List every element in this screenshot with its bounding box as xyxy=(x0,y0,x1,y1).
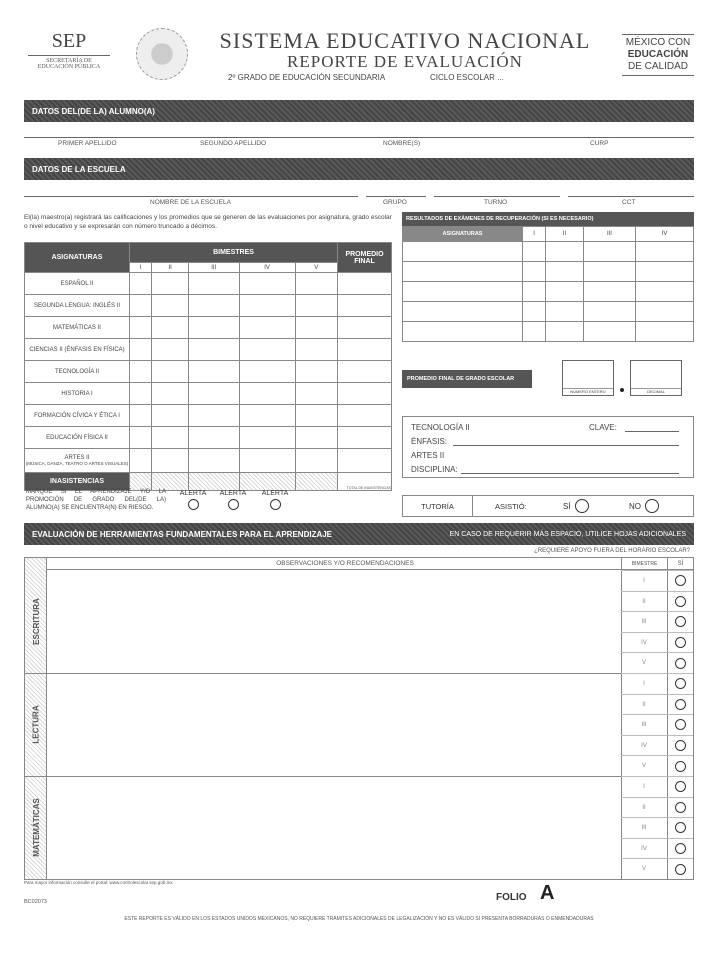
promedio-final-label xyxy=(402,370,532,388)
rec-cell[interactable] xyxy=(636,242,694,262)
grade-cell[interactable] xyxy=(152,449,189,473)
rec-cell[interactable] xyxy=(403,302,523,322)
rec-cell[interactable] xyxy=(403,322,523,342)
grade-cell[interactable] xyxy=(295,361,337,383)
extra-info-box xyxy=(402,416,694,478)
numero-entero-label: NÚMERO ENTERO xyxy=(563,388,613,394)
section-label xyxy=(25,776,47,879)
grade-cell[interactable] xyxy=(130,361,152,383)
grade-cell[interactable] xyxy=(188,339,239,361)
apoyo-circle-icon[interactable] xyxy=(675,658,686,669)
grade-cell[interactable] xyxy=(239,405,295,427)
asignatura-cell: CIENCIAS II (ÉNFASIS EN FÍSICA) xyxy=(25,339,130,361)
rec-cell[interactable] xyxy=(523,322,546,342)
brand-logo xyxy=(622,34,694,76)
alumno-line[interactable] xyxy=(24,137,694,138)
bim-col-header: III xyxy=(188,263,239,273)
bim-col-header: V xyxy=(295,263,337,273)
section-divider xyxy=(25,673,693,674)
footer-codigo: BC02073 xyxy=(24,899,47,905)
brand-line1: MÉXICO CON xyxy=(625,37,691,48)
bimestre-col-header: BIMESTRE xyxy=(621,558,667,570)
rec-cell[interactable] xyxy=(636,282,694,302)
apoyo-si-cell[interactable] xyxy=(667,673,693,694)
rec-cell[interactable] xyxy=(523,262,546,282)
obs-header: OBSERVACIONES Y/O RECOMENDACIONES xyxy=(47,558,643,570)
alerta-circle-icon[interactable] xyxy=(270,499,281,510)
grade-cell[interactable] xyxy=(295,295,337,317)
rec-cell[interactable] xyxy=(523,282,546,302)
table-row xyxy=(25,361,392,383)
alumno-bar xyxy=(24,100,694,122)
bimestre-row-label: II xyxy=(621,591,667,612)
inasistencia-cell[interactable] xyxy=(188,473,239,491)
observaciones-area[interactable] xyxy=(47,570,621,879)
promedio-cell[interactable] xyxy=(338,317,392,339)
promedio-cell[interactable] xyxy=(338,361,392,383)
grade-cell[interactable] xyxy=(130,273,152,295)
bimestre-row-label: I xyxy=(621,776,667,797)
rec-cell[interactable] xyxy=(546,242,584,262)
grade-cell[interactable] xyxy=(239,361,295,383)
grupo-line[interactable] xyxy=(366,196,426,197)
section-label-text: MATEMÁTICAS xyxy=(31,798,41,857)
rec-cell[interactable] xyxy=(583,282,635,302)
promedio-cell[interactable] xyxy=(338,383,392,405)
rec-cell[interactable] xyxy=(636,262,694,282)
recuperacion-bar xyxy=(402,212,694,226)
rec-cell[interactable] xyxy=(636,302,694,322)
si-col-header: SÍ xyxy=(667,558,693,570)
grade-cell[interactable] xyxy=(295,427,337,449)
bimestre-row-label: III xyxy=(621,611,667,632)
rec-cell[interactable] xyxy=(636,322,694,342)
asistio-label: ASISTIÓ: xyxy=(495,502,527,511)
artes-sub: (MÚSICA, DANZA, TEATRO O ARTES VISUALES) xyxy=(25,461,129,466)
grade-cell[interactable] xyxy=(152,427,189,449)
apoyo-si-cell[interactable] xyxy=(667,817,693,838)
grade-cell[interactable] xyxy=(152,295,189,317)
grade-cell[interactable] xyxy=(295,405,337,427)
grade-cell[interactable] xyxy=(188,405,239,427)
primer-apellido-label: PRIMER APELLIDO xyxy=(58,140,117,147)
apoyo-circle-icon[interactable] xyxy=(675,740,686,751)
clave-label: CLAVE: xyxy=(589,423,617,432)
grade-cell[interactable] xyxy=(188,273,239,295)
apoyo-si-cell[interactable] xyxy=(667,714,693,735)
grade-cell[interactable] xyxy=(130,383,152,405)
apoyo-circle-icon[interactable] xyxy=(675,596,686,607)
rec-cell[interactable] xyxy=(583,322,635,342)
bim-col-header: II xyxy=(152,263,189,273)
bim-col-header: I xyxy=(130,263,152,273)
grade-cell[interactable] xyxy=(188,361,239,383)
asignaturas-header: ASIGNATURAS xyxy=(25,243,130,273)
table-row xyxy=(25,295,392,317)
section-label xyxy=(25,570,47,673)
herramientas-bar-right: EN CASO DE REQUERIR MÁS ESPACIO, UTILICE HOJAS ADICIONALES xyxy=(449,530,686,538)
asignatura-cell: MATEMÁTICAS II xyxy=(25,317,130,339)
calificaciones-table xyxy=(24,242,392,491)
grade-cell[interactable] xyxy=(130,317,152,339)
radio-si-icon[interactable] xyxy=(575,499,589,513)
grade-cell[interactable] xyxy=(152,405,189,427)
alerta-2[interactable] xyxy=(218,490,248,515)
bimestre-row-label: I xyxy=(621,570,667,591)
inasistencias-label: INASISTENCIAS xyxy=(25,473,130,491)
rec-cell[interactable] xyxy=(583,302,635,322)
apoyo-circle-icon[interactable] xyxy=(675,616,686,627)
apoyo-circle-icon[interactable] xyxy=(675,719,686,730)
apoyo-si-cell[interactable] xyxy=(667,735,693,756)
sep-sub2: EDUCACIÓN PÚBLICA xyxy=(37,64,101,70)
promedio-cell[interactable] xyxy=(338,449,392,473)
apoyo-circle-icon[interactable] xyxy=(675,822,686,833)
bimestre-row-label: III xyxy=(621,714,667,735)
clave-line[interactable] xyxy=(625,431,679,432)
apoyo-circle-icon[interactable] xyxy=(675,699,686,710)
bimestre-row-label: II xyxy=(621,694,667,715)
apoyo-si-cell[interactable] xyxy=(667,858,693,879)
table-row xyxy=(403,282,694,302)
apoyo-label: ¿REQUIERE APOYO FUERA DEL HORARIO ESCOLAR? xyxy=(534,548,690,554)
enfasis-label: ÉNFASIS: xyxy=(411,437,448,446)
herramientas-bar-label: EVALUACIÓN DE HERRAMIENTAS FUNDAMENTALES PARA EL APRENDIZAJE xyxy=(32,529,333,539)
alerta-label: ALERTA xyxy=(179,490,207,497)
table-row xyxy=(25,405,392,427)
grade-cell[interactable] xyxy=(239,295,295,317)
tutoria-box xyxy=(402,495,694,517)
folio-letter: A xyxy=(540,882,555,904)
decimal-label: DECIMAL xyxy=(631,388,681,394)
grado-label: 2º GRADO DE EDUCACIÓN SECUNDARIA xyxy=(228,73,386,82)
bimestre-row-label: II xyxy=(621,797,667,818)
herramientas-bar xyxy=(24,523,694,545)
alerta-3[interactable] xyxy=(260,490,290,515)
brand-line3: DE CALIDAD xyxy=(627,61,688,72)
table-row xyxy=(403,322,694,342)
disciplina-line[interactable] xyxy=(461,473,679,474)
asignatura-cell: SEGUNDA LENGUA: INGLÉS II xyxy=(25,295,130,317)
table-row xyxy=(403,262,694,282)
grade-cell[interactable] xyxy=(130,405,152,427)
nota-text: El(la) maestro(a) registrará las calificaciones y los promedios que se generen de las evaluaciones por asignatura, grado escolar o nivel educativo y se expresarán con número truncado a décimos. xyxy=(24,214,392,230)
rec-cell[interactable] xyxy=(403,262,523,282)
herramientas-grid xyxy=(24,557,694,880)
artes-label: ARTES II xyxy=(64,455,90,461)
total-inasistencias[interactable]: TOTAL DE INASISTENCIAS xyxy=(338,473,392,491)
grade-cell[interactable] xyxy=(239,383,295,405)
si-label: SÍ xyxy=(563,501,571,511)
apoyo-circle-icon[interactable] xyxy=(675,802,686,813)
apoyo-si-cell[interactable] xyxy=(667,652,693,673)
rec-cell[interactable] xyxy=(403,242,523,262)
table-row xyxy=(25,427,392,449)
grade-cell[interactable] xyxy=(295,449,337,473)
apoyo-si-cell[interactable] xyxy=(667,694,693,715)
asignatura-cell: HISTORIA I xyxy=(25,383,130,405)
sep-sub1: SECRETARÍA DE xyxy=(46,58,92,64)
rec-cell[interactable] xyxy=(523,302,546,322)
bimestre-row-label: V xyxy=(621,755,667,776)
tutoria-no[interactable] xyxy=(629,499,659,513)
rec-cell[interactable] xyxy=(523,242,546,262)
rec-cell[interactable] xyxy=(546,322,584,342)
table-row xyxy=(403,242,694,262)
escuela-bar-label: DATOS DE LA ESCUELA xyxy=(32,164,126,174)
grade-cell[interactable] xyxy=(130,449,152,473)
bimestre-row-label: I xyxy=(621,673,667,694)
promedio-cell[interactable] xyxy=(338,339,392,361)
apoyo-si-cell[interactable] xyxy=(667,838,693,859)
bimestre-row-label: III xyxy=(621,817,667,838)
tutoria-si[interactable] xyxy=(563,499,589,513)
rec-col-header: IV xyxy=(636,227,694,242)
grade-cell[interactable] xyxy=(152,273,189,295)
artes-extra-label: ARTES II xyxy=(411,451,445,460)
section-divider xyxy=(25,776,693,777)
rec-col-header: II xyxy=(546,227,584,242)
asignatura-cell: FORMACIÓN CÍVICA Y ÉTICA I xyxy=(25,405,130,427)
apoyo-circle-icon[interactable] xyxy=(675,575,686,586)
turno-line[interactable] xyxy=(434,196,560,197)
grade-cell[interactable] xyxy=(188,427,239,449)
promedio-cell[interactable] xyxy=(338,273,392,295)
bimestres-header: BIMESTRES xyxy=(130,243,338,263)
grade-cell[interactable] xyxy=(239,317,295,339)
table-row xyxy=(403,302,694,322)
escudo-nacional-icon xyxy=(136,28,188,80)
rec-asignaturas-header: ASIGNATURAS xyxy=(403,227,523,242)
grade-cell[interactable] xyxy=(188,383,239,405)
grade-cell[interactable] xyxy=(239,273,295,295)
apoyo-circle-icon[interactable] xyxy=(675,761,686,772)
promedio-header: PROMEDIO FINAL xyxy=(338,243,392,273)
escuela-bar xyxy=(24,158,694,180)
inasistencia-cell[interactable] xyxy=(295,473,337,491)
apoyo-circle-icon[interactable] xyxy=(675,637,686,648)
bimestre-row-label: V xyxy=(621,652,667,673)
rec-cell[interactable] xyxy=(546,282,584,302)
sep-text: SEP xyxy=(51,30,87,52)
asignatura-cell xyxy=(25,449,130,473)
table-row xyxy=(25,339,392,361)
no-label: NO xyxy=(629,501,641,511)
apoyo-si-cell[interactable] xyxy=(667,776,693,797)
recuperacion-table xyxy=(402,226,694,342)
section-label-text: LECTURA xyxy=(31,705,41,744)
grade-cell[interactable] xyxy=(239,449,295,473)
bimestre-row-label: V xyxy=(621,858,667,879)
bimestre-row-label: IV xyxy=(621,735,667,756)
grade-cell[interactable] xyxy=(130,339,152,361)
apoyo-circle-icon[interactable] xyxy=(675,843,686,854)
curp-label: CURP xyxy=(590,140,609,147)
inasistencia-cell[interactable] xyxy=(239,473,295,491)
promedio-cell[interactable] xyxy=(338,427,392,449)
rec-cell[interactable] xyxy=(583,242,635,262)
brand-line2: EDUCACIÓN xyxy=(627,49,689,60)
enfasis-line[interactable] xyxy=(453,445,679,446)
section-label-text: ESCRITURA xyxy=(31,598,41,645)
page-subtitle: REPORTE DE EVALUACIÓN xyxy=(287,52,523,71)
grade-cell[interactable] xyxy=(130,295,152,317)
segundo-apellido-label: SEGUNDO APELLIDO xyxy=(200,140,267,147)
apoyo-si-cell[interactable] xyxy=(667,570,693,591)
cct-line[interactable] xyxy=(568,196,694,197)
footer-legal: ESTE REPORTE ES VÁLIDO EN LOS ESTADOS UNIDOS MEXICANOS, NO REQUIERE TRÁMITES ADICIONALES DE LEGALIZACIÓN Y NO ES VÁLIDO SI PRESENTA BORRADURAS O ENMENDADURAS xyxy=(124,916,594,922)
decimal-dot-icon xyxy=(620,388,624,392)
apoyo-si-cell[interactable] xyxy=(667,632,693,653)
grade-cell[interactable] xyxy=(130,427,152,449)
grade-cell[interactable] xyxy=(295,273,337,295)
apoyo-si-cell[interactable] xyxy=(667,591,693,612)
table-row xyxy=(25,317,392,339)
promedio-cell[interactable] xyxy=(338,405,392,427)
tutoria-label: TUTORÍA xyxy=(403,496,473,516)
alumno-bar-label: DATOS DEL(DE LA) ALUMNO(A) xyxy=(32,106,155,116)
table-row xyxy=(25,383,392,405)
apoyo-si-cell[interactable] xyxy=(667,797,693,818)
grade-cell[interactable] xyxy=(188,295,239,317)
riesgo-text: MARQUE SI EL APRENDIZAJE Y/O LA PROMOCIÓN DE GRADO DEL(DE LA) ALUMNO(A) SE ENCUENTRA(N) EN RIESGO. xyxy=(26,489,166,511)
asignatura-cell: ESPAÑOL II xyxy=(25,273,130,295)
rec-cell[interactable] xyxy=(546,262,584,282)
turno-label: TURNO xyxy=(484,199,508,206)
bimestre-row-label: IV xyxy=(621,632,667,653)
cct-label: CCT xyxy=(622,199,636,206)
alerta-label: ALERTA xyxy=(261,490,289,497)
grade-cell[interactable] xyxy=(239,427,295,449)
radio-no-icon[interactable] xyxy=(645,499,659,513)
rec-col-header: I xyxy=(523,227,546,242)
asignatura-cell: TECNOLOGÍA II xyxy=(25,361,130,383)
section-label xyxy=(25,673,47,776)
rec-cell[interactable] xyxy=(403,282,523,302)
nombres-label: NOMBRE(S) xyxy=(383,140,421,147)
escuela-nombre-line[interactable] xyxy=(24,196,358,197)
promedio-final-text: PROMEDIO FINAL DE GRADO ESCOLAR xyxy=(407,376,515,382)
grade-cell[interactable] xyxy=(295,339,337,361)
tecnologia-label: TECNOLOGÍA II xyxy=(411,423,470,432)
promedio-cell[interactable] xyxy=(338,295,392,317)
apoyo-circle-icon[interactable] xyxy=(675,678,686,689)
bim-col-header: IV xyxy=(239,263,295,273)
table-row xyxy=(25,449,392,473)
apoyo-circle-icon[interactable] xyxy=(675,864,686,875)
ciclo-label: CICLO ESCOLAR ... xyxy=(430,73,504,82)
grade-cell[interactable] xyxy=(152,317,189,339)
page-title: SISTEMA EDUCATIVO NACIONAL xyxy=(219,28,591,53)
table-row xyxy=(25,273,392,295)
grupo-label: GRUPO xyxy=(383,199,407,206)
grade-cell[interactable] xyxy=(152,383,189,405)
grade-cell[interactable] xyxy=(152,361,189,383)
footer-info: Para mayor información consulte el portal: www.controlescolar.sep.gob.mx xyxy=(24,880,173,885)
folio-label: FOLIO xyxy=(496,892,527,903)
bimestre-row-label: IV xyxy=(621,838,667,859)
asignatura-cell: EDUCACIÓN FÍSICA II xyxy=(25,427,130,449)
alerta-circle-icon[interactable] xyxy=(188,499,199,510)
rec-cell[interactable] xyxy=(583,262,635,282)
disciplina-label: DISCIPLINA: xyxy=(411,465,458,474)
rec-cell[interactable] xyxy=(546,302,584,322)
alerta-1[interactable] xyxy=(178,490,208,515)
alerta-circle-icon[interactable] xyxy=(228,499,239,510)
apoyo-si-cell[interactable] xyxy=(667,755,693,776)
nombre-escuela-label: NOMBRE DE LA ESCUELA xyxy=(150,199,231,206)
alerta-label: ALERTA xyxy=(219,490,247,497)
apoyo-si-cell[interactable] xyxy=(667,611,693,632)
grade-cell[interactable] xyxy=(188,317,239,339)
grade-cell[interactable] xyxy=(295,317,337,339)
grade-cell[interactable] xyxy=(239,339,295,361)
apoyo-circle-icon[interactable] xyxy=(675,781,686,792)
sep-logo xyxy=(24,30,114,70)
grade-cell[interactable] xyxy=(295,383,337,405)
grade-cell[interactable] xyxy=(152,339,189,361)
rec-col-header: III xyxy=(583,227,635,242)
grade-cell[interactable] xyxy=(188,449,239,473)
recuperacion-bar-label: RESULTADOS DE EXÁMENES DE RECUPERACIÓN (SI ES NECESARIO) xyxy=(406,216,594,222)
